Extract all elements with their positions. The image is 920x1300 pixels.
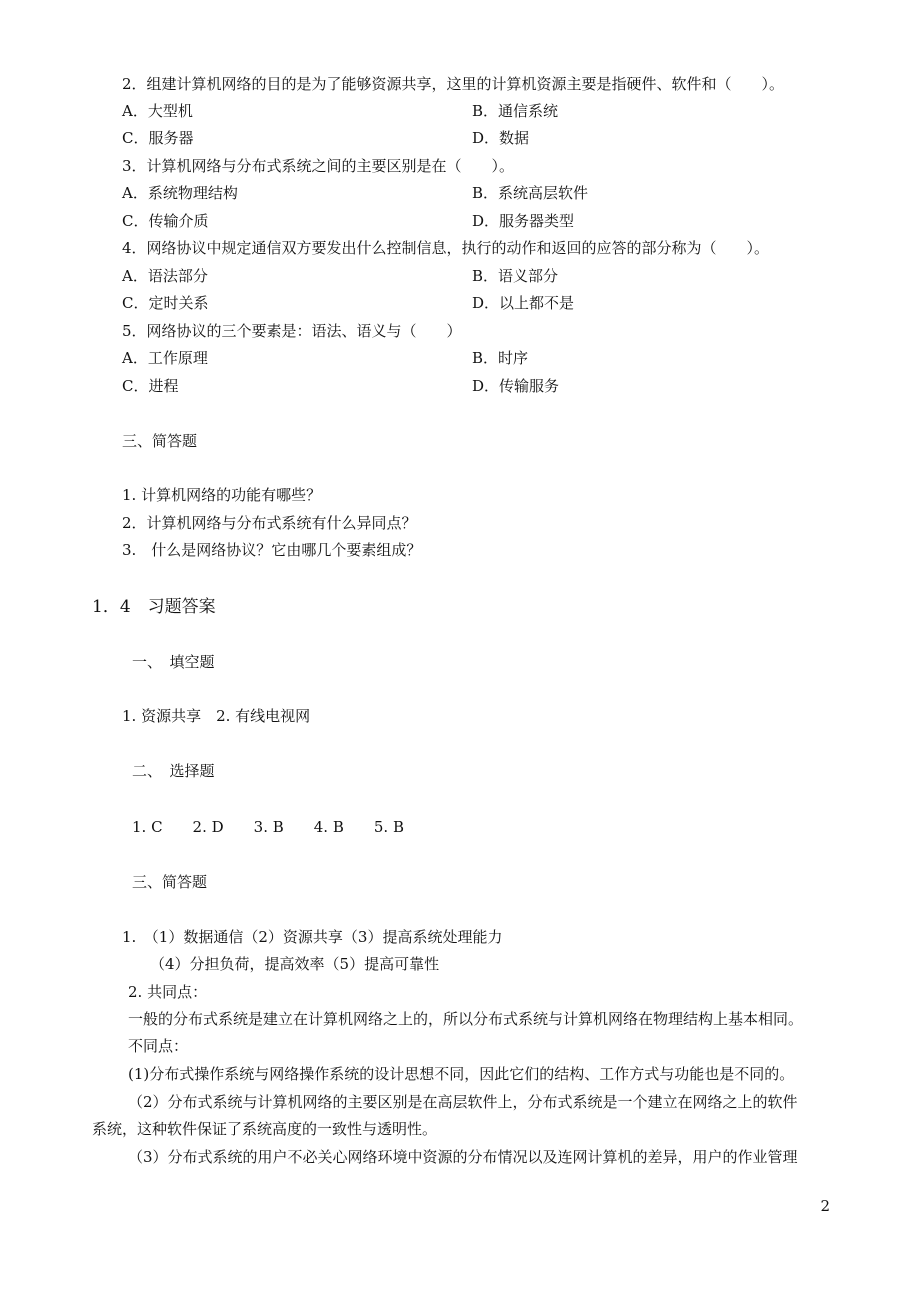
short-question: 1. 计算机网络的功能有哪些？	[122, 486, 322, 504]
answer-1-line-2: （4）分担负荷，提高效率（5）提高可靠性	[150, 955, 440, 973]
option-a: A．大型机	[122, 102, 193, 120]
option-c: C．传输介质	[122, 212, 209, 230]
page-number: 2	[820, 1197, 830, 1215]
option-c: C．服务器	[122, 129, 194, 147]
answer-2-diff-2-cont: 系统，这种软件保证了系统高度的一致性与透明性。	[92, 1120, 438, 1138]
option-a: A．工作原理	[122, 349, 208, 367]
option-b: B．系统高层软件	[472, 184, 589, 202]
answer-2-diff-1: (1)分布式操作系统与网络操作系统的设计思想不同，因此它们的结构、工作方式与功能也是不同的。	[128, 1065, 795, 1083]
answer-2-common: 一般的分布式系统是建立在计算机网络之上的，所以分布式系统与计算机网络在物理结构上基本相同。	[128, 1010, 804, 1028]
option-d: D．以上都不是	[472, 294, 575, 312]
choice-heading: 二、 选择题	[132, 762, 215, 780]
option-d: D．服务器类型	[472, 212, 575, 230]
answer-2-diff-3: （3）分布式系统的用户不必关心网络环境中资源的分布情况以及连网计算机的差异，用户的作业管理	[128, 1148, 798, 1166]
short-question: 3. 什么是网络协议？它由哪几个要素组成？	[122, 541, 422, 559]
section-heading: 三、简答题	[122, 432, 198, 450]
option-a: A．语法部分	[122, 267, 208, 285]
question-stem: 5．网络协议的三个要素是：语法、语义与（ ）	[122, 322, 462, 340]
answer-2-diff-label: 不同点：	[128, 1037, 189, 1055]
question-stem: 4．网络协议中规定通信双方要发出什么控制信息，执行的动作和返回的应答的部分称为（ ）。	[122, 239, 770, 257]
option-d: D．数据	[472, 129, 530, 147]
question-stem: 3．计算机网络与分布式系统之间的主要区别是在（ ）。	[122, 157, 515, 175]
choice-answers: 1. C 2. D 3. B 4. B 5. B	[132, 818, 404, 836]
short-question: 2．计算机网络与分布式系统有什么异同点？	[122, 514, 417, 532]
answer-2-diff-2: （2）分布式系统与计算机网络的主要区别是在高层软件上，分布式系统是一个建立在网络之上的软件	[128, 1093, 798, 1111]
short-heading: 三、简答题	[132, 873, 208, 891]
question-stem: 2．组建计算机网络的目的是为了能够资源共享，这里的计算机资源主要是指硬件、软件和（ ）。	[122, 75, 785, 93]
option-c: C．进程	[122, 377, 179, 395]
section-title: 1．4 习题答案	[92, 597, 216, 617]
option-a: A．系统物理结构	[122, 184, 238, 202]
option-b: B．通信系统	[472, 102, 559, 120]
answer-2-label: 2. 共同点：	[128, 983, 208, 1001]
option-b: B．时序	[472, 349, 529, 367]
fill-heading: 一、 填空题	[132, 653, 215, 671]
fill-answers: 1. 资源共享 2. 有线电视网	[122, 707, 311, 725]
option-b: B．语义部分	[472, 267, 559, 285]
option-c: C．定时关系	[122, 294, 209, 312]
option-d: D．传输服务	[472, 377, 560, 395]
answer-1-line-1: 1. （1）数据通信（2）资源共享（3）提高系统处理能力	[122, 928, 503, 946]
